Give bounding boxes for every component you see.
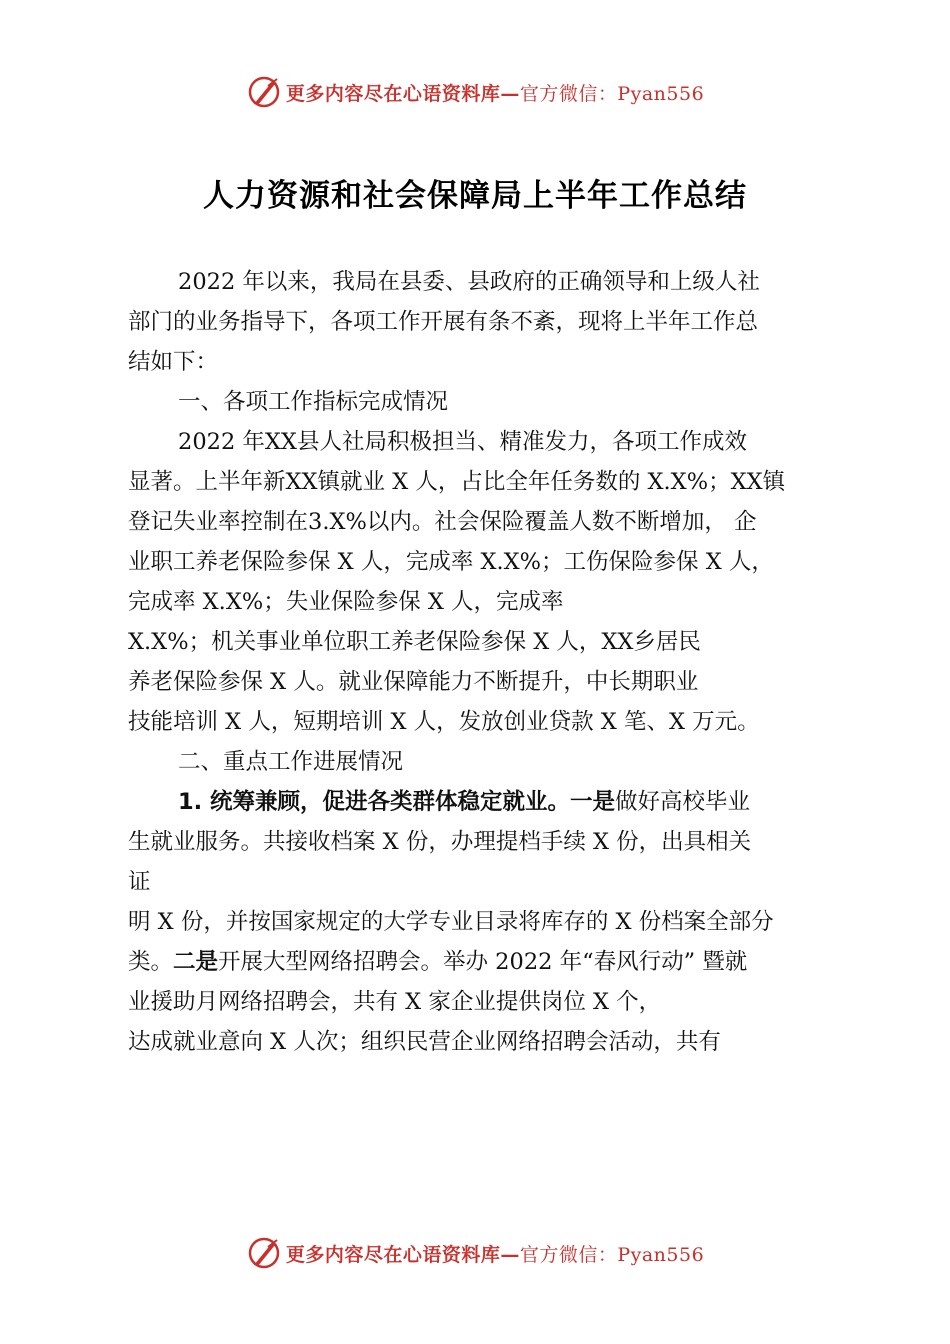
section-heading: 一、各项工作指标完成情况: [178, 389, 449, 415]
body-line: 2022 年以来，我局在县委、县政府的正确领导和上级人社: [178, 269, 760, 295]
body-line: 2022 年XX县人社局积极担当、精准发力，各项工作成效: [178, 429, 747, 455]
body-line: [128, 942, 838, 982]
body-line: 技能培训 X 人，短期培训 X 人，发放创业贷款 X 笔、X 万元。: [128, 709, 760, 735]
watermark-text: 更多内容尽在心语资料库—官方微信：Pyan556: [285, 82, 705, 105]
body-line: 证: [128, 869, 151, 895]
bold-lead: 二是: [173, 949, 219, 975]
body-line: 养老保险参保 X 人。就业保障能力不断提升，中长期职业: [128, 669, 699, 695]
body-text: 开展大型网络招聘会。举办 2022 年“春风行动” 暨就: [218, 949, 748, 975]
body-text: 类。: [128, 949, 174, 975]
body-line: 达成就业意向 X 人次；组织民营企业网络招聘会活动，共有: [128, 1029, 721, 1055]
body-line: 生就业服务。共接收档案 X 份，办理提档手续 X 份，出具相关: [128, 829, 752, 855]
document-body: [128, 262, 838, 1062]
body-line: 结如下：: [128, 349, 219, 375]
page-title: 人力资源和社会保障局上半年工作总结: [203, 178, 747, 214]
section-heading: 二、重点工作进展情况: [178, 749, 404, 775]
body-line: X.X%；机关事业单位职工养老保险参保 X 人，XX乡居民: [128, 629, 701, 655]
watermark-header: [0, 72, 950, 112]
quill-circle-icon: [246, 74, 282, 110]
body-line: 业援助月网络招聘会，共有 X 家企业提供岗位 X 个，: [128, 989, 662, 1015]
quill-circle-icon: [246, 1235, 282, 1271]
body-line: 部门的业务指导下，各项工作开展有条不紊，现将上半年工作总: [128, 309, 759, 335]
bold-lead: 1. 统筹兼顾，促进各类群体稳定就业。一是: [178, 789, 616, 815]
body-line: 登记失业率控制在3.X%以内。社会保险覆盖人数不断增加， 企: [128, 509, 757, 535]
body-text: 做好高校毕业: [615, 789, 751, 815]
body-line: 完成率 X.X%；失业保险参保 X 人，完成率: [128, 589, 564, 615]
body-line: 显著。上半年新XX镇就业 X 人，占比全年任务数的 X.X%；XX镇: [128, 469, 786, 495]
body-line: [128, 782, 838, 822]
watermark-text: 更多内容尽在心语资料库—官方微信：Pyan556: [285, 1243, 705, 1266]
body-line: 业职工养老保险参保 X 人，完成率 X.X%；工伤保险参保 X 人，: [128, 549, 774, 575]
body-line: 明 X 份，并按国家规定的大学专业目录将库存的 X 份档案全部分: [128, 909, 774, 935]
watermark-footer: [0, 1233, 950, 1273]
